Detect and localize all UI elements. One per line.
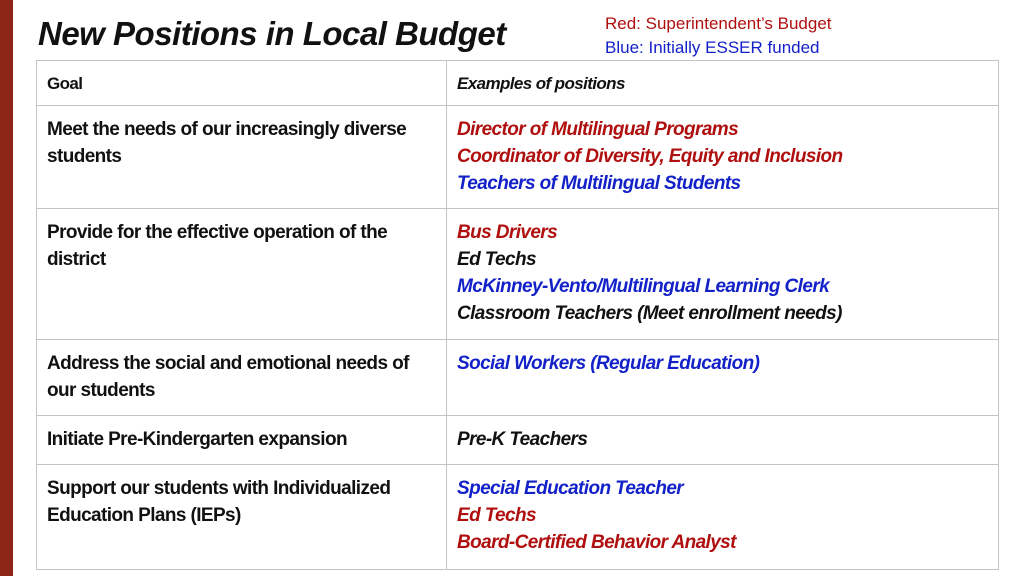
table-row [37, 465, 999, 570]
goal-cell: Meet the needs of our increasingly diverse students [37, 106, 447, 209]
header-examples: Examples of positions [447, 61, 999, 106]
table-header-row [37, 61, 999, 106]
goal-cell: Initiate Pre-Kindergarten expansion [37, 416, 447, 465]
position-example: Coordinator of Diversity, Equity and Inclusion [457, 146, 843, 167]
table-row [37, 209, 999, 340]
position-example: McKinney-Vento/Multilingual Learning Clerk [457, 276, 830, 297]
table-row [37, 416, 999, 465]
position-example: Special Education Teacher [457, 478, 684, 499]
position-example: Teachers of Multilingual Students [457, 173, 741, 194]
accent-side-bar [0, 0, 13, 576]
table-row [37, 106, 999, 209]
examples-cell [447, 106, 999, 209]
position-example: Director of Multilingual Programs [457, 119, 739, 140]
goal-cell: Provide for the effective operation of the district [37, 209, 447, 340]
table-row [37, 340, 999, 416]
positions-table [36, 60, 999, 570]
position-example: Ed Techs [457, 249, 536, 270]
goal-cell: Address the social and emotional needs of our students [37, 340, 447, 416]
position-example: Social Workers (Regular Education) [457, 353, 760, 374]
color-legend [605, 12, 832, 60]
legend-blue-label: Blue: Initially ESSER funded [605, 38, 820, 57]
page-title: New Positions in Local Budget [38, 15, 506, 52]
examples-cell [447, 209, 999, 340]
position-example: Pre-K Teachers [457, 429, 588, 450]
position-example: Ed Techs [457, 505, 536, 526]
examples-cell [447, 416, 999, 465]
header-goal: Goal [37, 61, 447, 106]
position-example: Bus Drivers [457, 222, 558, 243]
examples-cell [447, 340, 999, 416]
examples-cell [447, 465, 999, 570]
position-example: Board-Certified Behavior Analyst [457, 532, 736, 553]
position-example: Classroom Teachers (Meet enrollment needs) [457, 303, 842, 324]
goal-cell: Support our students with Individualized Education Plans (IEPs) [37, 465, 447, 570]
legend-red-label: Red: Superintendent’s Budget [605, 14, 832, 33]
